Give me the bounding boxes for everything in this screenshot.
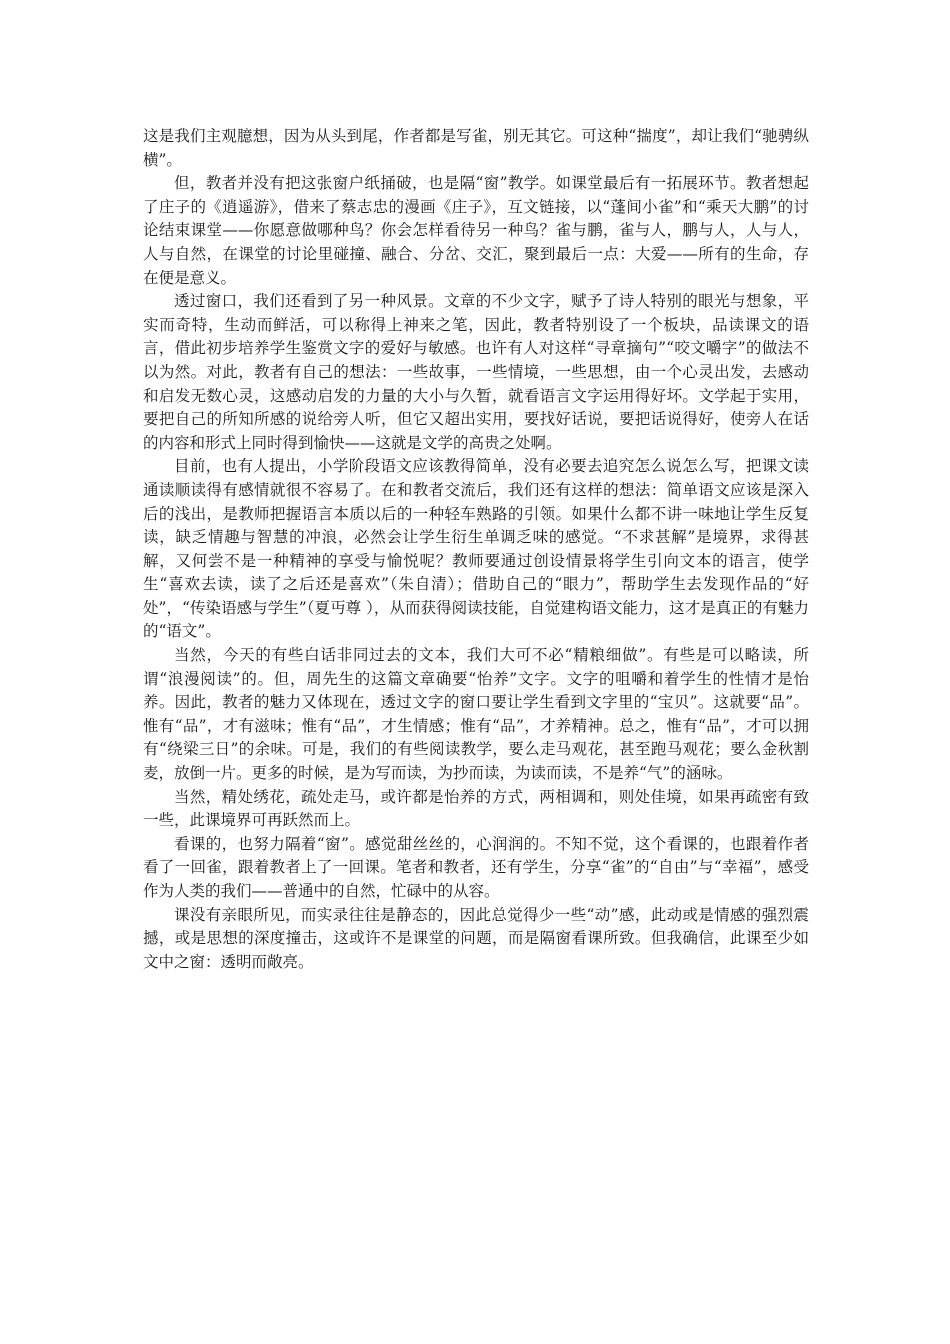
paragraph: 透过窗口，我们还看到了另一种风景。文章的不少文字，赋予了诗人特别的眼光与想象，平实而奇特，生动而鲜活，可以称得上神来之笔，因此，教者特别设了一个板块，品读课文的语言，借此初步培养学生鉴赏文字的爱好与敏感。也许有人对这样“寻章摘句”“咬文嚼字”的做法不以为然。对此，教者有自己的想法：一些故事，一些情境，一些思想，由一个心灵出发，去感动和启发无数心灵，这感动启发的力量的大小与久暂，就看语言文字运用得好坏。文学起于实用，要把自己的所知所感的说给旁人听，但它又超出实用，要找好话说，要把话说得好，使旁人在话的内容和形式上同时得到愉快——这就是文学的高贵之处啊。 xyxy=(143,292,809,452)
document-body xyxy=(143,125,809,974)
paragraph: 当然，今天的有些白话非同过去的文本，我们大可不必“精粮细做”。有些是可以略读，所谓“浪漫阅读”的。但，周先生的这篇文章确要“怡养”文字。文字的咀嚼和着学生的性情才是怡养。因此，教者的魅力又体现在，透过文字的窗口要让学生看到文字里的“宝贝”。这就要“品”。惟有“品”，才有滋味；惟有“品”，才生情感；惟有“品”，才养精神。总之，惟有“品”，才可以拥有“绕梁三日”的余味。可是，我们的有些阅读教学，要么走马观花，甚至跑马观花；要么金秋割麦，放倒一片。更多的时候，是为写而读，为抄而读，为读而读，不是养“气”的涵咏。 xyxy=(143,646,809,783)
paragraph: 课没有亲眼所见，而实录往往是静态的，因此总觉得少一些“动”感，此动或是情感的强烈震撼，或是思想的深度撞击，这或许不是课堂的问题，而是隔窗看课所致。但我确信，此课至少如文中之窗：透明而敞亮。 xyxy=(143,905,809,971)
paragraph: 当然，精处绣花，疏处走马，或许都是怡养的方式，两相调和，则处佳境，如果再疏密有致一些，此课境界可再跃然而上。 xyxy=(143,787,809,830)
paragraph: 这是我们主观臆想，因为从头到尾，作者都是写雀，别无其它。可这种“揣度”，却让我们“驰骋纵横”。 xyxy=(143,127,809,169)
paragraph: 但，教者并没有把这张窗户纸捅破，也是隔“窗”教学。如课堂最后有一拓展环节。教者想起了庄子的《逍遥游》，借来了蔡志忠的漫画《庄子》，互文链接，以“蓬间小雀”和“乘天大鹏”的讨论结束课堂——你愿意做哪种鸟？你会怎样看待另一种鸟？雀与鹏，雀与人，鹏与人，人与人，人与自然，在课堂的讨论里碰撞、融合、分岔、交汇，聚到最后一点：大爱——所有的生命，存在便是意义。 xyxy=(143,174,809,287)
paragraph: 目前，也有人提出，小学阶段语文应该教得简单，没有必要去追究怎么说怎么写，把课文读通读顺读得有感情就很不容易了。在和教者交流后，我们还有这样的想法：简单语文应该是深入后的浅出，是教师把握语言本质以后的一种轻车熟路的引领。如果什么都不讲一味地让学生反复读，缺乏情趣与智慧的冲浪，必然会让学生衍生单调乏味的感觉。“不求甚解”是境界，求得甚解，又何尝不是一种精神的享受与愉悦呢？教师要通过创设情景将学生引向文本的语言，使学生“喜欢去读，读了之后还是喜欢”（朱自清）；借助自己的“眼力”，帮助学生去发现作品的“好处”，“传染语感与学生”（夏丏尊 ），从而获得阅读技能，自觉建构语文能力，这才是真正的有魅力的“语文”。 xyxy=(143,457,809,641)
paragraph: 看课的，也努力隔着“窗”。感觉甜丝丝的，心润润的。不知不觉，这个看课的，也跟着作者看了一回雀，跟着教者上了一回课。笔者和教者，还有学生，分享“雀”的“自由”与“幸福”，感受作为人类的我们——普通中的自然，忙碌中的从容。 xyxy=(143,834,809,900)
